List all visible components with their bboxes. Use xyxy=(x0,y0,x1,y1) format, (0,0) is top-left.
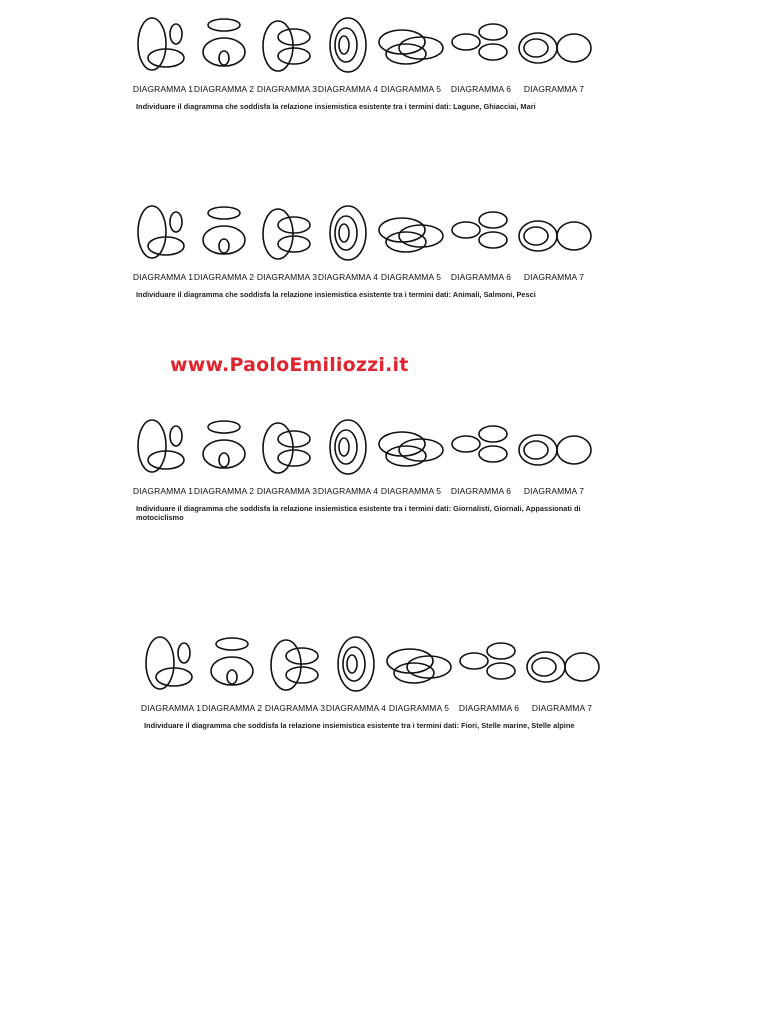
diagram-label-3: DIAGRAMMA 3 xyxy=(256,84,318,94)
diagram-label-2: DIAGRAMMA 2 xyxy=(193,84,255,94)
set-ellipse-2 xyxy=(203,38,245,66)
set-ellipse-3 xyxy=(339,224,349,242)
diagram-label-6: DIAGRAMMA 6 xyxy=(450,84,512,94)
diagram-row-4 xyxy=(140,631,614,721)
diagram-label-1: DIAGRAMMA 1 xyxy=(140,703,202,713)
set-ellipse-2 xyxy=(278,431,310,447)
diagram-2-shapes xyxy=(203,421,245,468)
question-1: Individuare il diagramma che soddisfa la relazione insiemistica esistente tra i termini dati: Lagune, Ghiacciai, Mari xyxy=(136,102,536,111)
set-ellipse-2 xyxy=(479,24,507,40)
set-ellipse-2 xyxy=(479,426,507,442)
diagram-6-shapes xyxy=(460,643,515,679)
diagram-5-shapes xyxy=(379,432,443,466)
diagram-label-7: DIAGRAMMA 7 xyxy=(531,703,593,713)
set-ellipse-3 xyxy=(286,667,318,683)
diagram-label-6: DIAGRAMMA 6 xyxy=(458,703,520,713)
diagram-label-3: DIAGRAMMA 3 xyxy=(256,272,318,282)
diagram-3-shapes xyxy=(263,21,310,71)
set-ellipse-2 xyxy=(203,226,245,254)
diagram-5-shapes xyxy=(379,30,443,64)
set-ellipse-1 xyxy=(216,638,248,650)
diagram-label-1: DIAGRAMMA 1 xyxy=(132,84,194,94)
diagram-1-shapes xyxy=(138,18,184,70)
diagram-7-shapes xyxy=(519,435,591,465)
diagram-6-shapes xyxy=(452,212,507,248)
set-ellipse-2 xyxy=(203,440,245,468)
website-watermark: www.PaoloEmiliozzi.it xyxy=(170,354,409,376)
diagram-label-5: DIAGRAMMA 5 xyxy=(388,703,450,713)
set-ellipse-3 xyxy=(219,239,229,253)
set-ellipse-1 xyxy=(138,206,166,258)
diagram-label-5: DIAGRAMMA 5 xyxy=(380,272,442,282)
diagram-set-1 xyxy=(136,12,606,84)
set-ellipse-3 xyxy=(557,436,591,464)
question-4: Individuare il diagramma che soddisfa la relazione insiemistica esistente tra i termini dati: Fiori, Stelle marine, Stelle alpine xyxy=(144,721,575,730)
diagram-6-shapes xyxy=(452,24,507,60)
diagram-6-shapes xyxy=(452,426,507,462)
diagram-label-7: DIAGRAMMA 7 xyxy=(523,84,585,94)
set-ellipse-2 xyxy=(487,643,515,659)
diagram-label-4: DIAGRAMMA 4 xyxy=(317,84,379,94)
set-ellipse-1 xyxy=(452,34,480,50)
set-ellipse-2 xyxy=(170,212,182,232)
diagram-label-5: DIAGRAMMA 5 xyxy=(380,84,442,94)
set-ellipse-3 xyxy=(479,44,507,60)
diagram-label-6: DIAGRAMMA 6 xyxy=(450,486,512,496)
set-ellipse-1 xyxy=(452,436,480,452)
set-ellipse-1 xyxy=(146,637,174,689)
diagram-2-shapes xyxy=(203,19,245,66)
diagram-1-shapes xyxy=(146,637,192,689)
diagram-7-shapes xyxy=(519,221,591,251)
set-ellipse-3 xyxy=(339,36,349,54)
diagram-label-1: DIAGRAMMA 1 xyxy=(132,272,194,282)
diagram-1-shapes xyxy=(138,420,184,472)
set-ellipse-3 xyxy=(219,453,229,467)
set-ellipse-3 xyxy=(565,653,599,681)
diagram-label-7: DIAGRAMMA 7 xyxy=(523,272,585,282)
set-ellipse-1 xyxy=(460,653,488,669)
set-ellipse-1 xyxy=(208,207,240,219)
diagram-label-2: DIAGRAMMA 2 xyxy=(201,703,263,713)
set-ellipse-3 xyxy=(339,438,349,456)
diagram-label-5: DIAGRAMMA 5 xyxy=(380,486,442,496)
set-ellipse-2 xyxy=(524,227,548,245)
diagram-4-shapes xyxy=(338,637,374,691)
set-ellipse-2 xyxy=(211,657,253,685)
set-ellipse-3 xyxy=(227,670,237,684)
diagram-label-1: DIAGRAMMA 1 xyxy=(132,486,194,496)
set-ellipse-1 xyxy=(138,420,166,472)
exercise-2 xyxy=(132,200,606,299)
diagram-label-2: DIAGRAMMA 2 xyxy=(193,272,255,282)
set-ellipse-3 xyxy=(479,232,507,248)
set-ellipse-1 xyxy=(208,421,240,433)
set-ellipse-1 xyxy=(452,222,480,238)
diagram-7-shapes xyxy=(519,33,591,63)
set-ellipse-2 xyxy=(286,648,318,664)
diagram-row-3 xyxy=(132,414,606,504)
set-ellipse-1 xyxy=(138,18,166,70)
set-ellipse-2 xyxy=(479,212,507,228)
diagram-2-shapes xyxy=(203,207,245,254)
set-ellipse-3 xyxy=(278,450,310,466)
diagram-4-shapes xyxy=(330,18,366,72)
set-ellipse-1 xyxy=(208,19,240,31)
set-ellipse-3 xyxy=(557,34,591,62)
diagram-label-4: DIAGRAMMA 4 xyxy=(325,703,387,713)
diagram-7-shapes xyxy=(527,652,599,682)
set-ellipse-2 xyxy=(532,658,556,676)
diagram-3-shapes xyxy=(263,423,310,473)
diagram-row-1 xyxy=(132,12,606,102)
diagram-label-7: DIAGRAMMA 7 xyxy=(523,486,585,496)
set-ellipse-3 xyxy=(347,655,357,673)
diagram-label-3: DIAGRAMMA 3 xyxy=(256,486,318,496)
question-3: Individuare il diagramma che soddisfa la relazione insiemistica esistente tra i termini dati: Giornalisti, Giornali, Appassionati di motociclismo xyxy=(136,504,581,522)
set-ellipse-3 xyxy=(219,51,229,65)
set-ellipse-3 xyxy=(278,48,310,64)
set-ellipse-2 xyxy=(278,217,310,233)
question-2: Individuare il diagramma che soddisfa la relazione insiemistica esistente tra i termini dati: Animali, Salmoni, Pesci xyxy=(136,290,536,299)
diagram-5-shapes xyxy=(379,218,443,252)
diagram-label-4: DIAGRAMMA 4 xyxy=(317,486,379,496)
diagram-label-3: DIAGRAMMA 3 xyxy=(264,703,326,713)
diagram-set-3 xyxy=(136,414,606,486)
diagram-row-2 xyxy=(132,200,606,290)
diagram-set-4 xyxy=(144,631,614,703)
set-ellipse-3 xyxy=(487,663,515,679)
diagram-1-shapes xyxy=(138,206,184,258)
diagram-label-4: DIAGRAMMA 4 xyxy=(317,272,379,282)
set-ellipse-3 xyxy=(278,236,310,252)
diagram-set-2 xyxy=(136,200,606,272)
set-ellipse-2 xyxy=(278,29,310,45)
diagram-3-shapes xyxy=(263,209,310,259)
diagram-label-6: DIAGRAMMA 6 xyxy=(450,272,512,282)
set-ellipse-2 xyxy=(524,441,548,459)
diagram-4-shapes xyxy=(330,206,366,260)
exercise-1 xyxy=(132,12,606,111)
exercise-4 xyxy=(140,631,614,730)
set-ellipse-2 xyxy=(178,643,190,663)
set-ellipse-3 xyxy=(557,222,591,250)
diagram-label-2: DIAGRAMMA 2 xyxy=(193,486,255,496)
diagram-3-shapes xyxy=(271,640,318,690)
set-ellipse-2 xyxy=(170,24,182,44)
set-ellipse-2 xyxy=(524,39,548,57)
diagram-5-shapes xyxy=(387,649,451,683)
exercise-3 xyxy=(132,414,606,522)
set-ellipse-3 xyxy=(479,446,507,462)
diagram-4-shapes xyxy=(330,420,366,474)
set-ellipse-2 xyxy=(170,426,182,446)
diagram-2-shapes xyxy=(211,638,253,685)
